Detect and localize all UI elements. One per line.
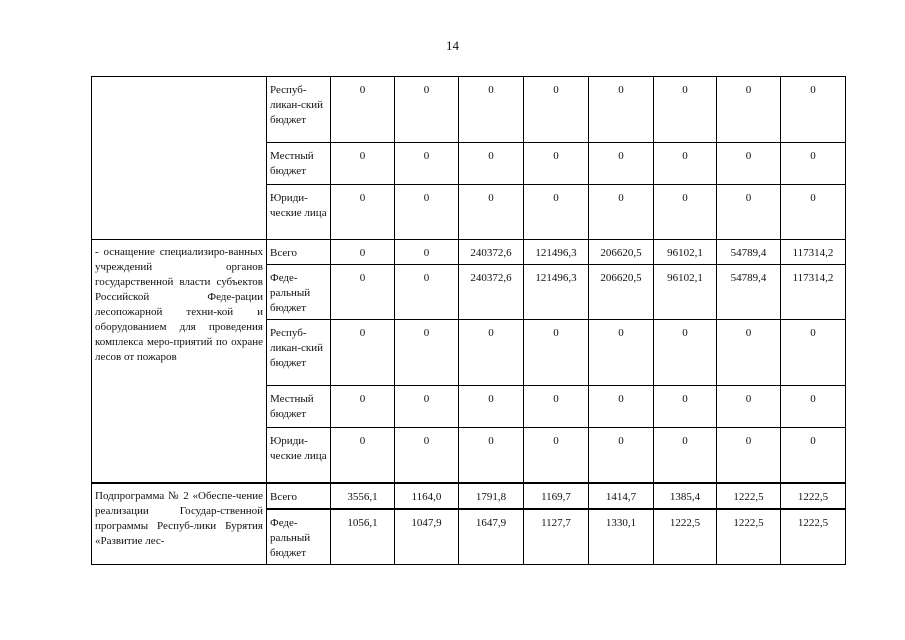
table-row [92, 77, 846, 143]
value-cell: 0 [395, 386, 459, 428]
value-cell: 1127,7 [524, 509, 589, 565]
value-cell: 0 [331, 77, 395, 143]
page-number: 14 [446, 38, 459, 53]
value-cell: 121496,3 [524, 240, 589, 265]
funding-source-cell: Респуб-ликан-ский бюджет [267, 77, 331, 143]
value-cell: 240372,6 [459, 265, 524, 320]
value-cell: 1791,8 [459, 483, 524, 509]
funding-source-cell: Респуб-ликан-ский бюджет [267, 320, 331, 386]
value-cell: 0 [717, 386, 781, 428]
value-cell: 0 [654, 77, 717, 143]
activity-cell [92, 77, 267, 240]
value-cell: 1222,5 [717, 483, 781, 509]
value-cell: 0 [524, 428, 589, 484]
value-cell: 0 [717, 428, 781, 484]
value-cell: 54789,4 [717, 265, 781, 320]
value-cell: 0 [781, 185, 846, 240]
activity-cell: - оснащение специализиро-ванных учреждений органов государственной власти субъектов Российской Феде-рации лесопожарной техни-кой и оборудованием для проведения комплекса меро-приятий по охране лесов от пожаров [92, 240, 267, 484]
value-cell: 240372,6 [459, 240, 524, 265]
value-cell: 0 [589, 320, 654, 386]
value-cell: 0 [524, 185, 589, 240]
value-cell: 0 [395, 185, 459, 240]
funding-source-cell: Местный бюджет [267, 143, 331, 185]
value-cell: 0 [459, 77, 524, 143]
value-cell: 0 [331, 143, 395, 185]
value-cell: 0 [459, 143, 524, 185]
value-cell: 0 [654, 320, 717, 386]
value-cell: 0 [331, 240, 395, 265]
value-cell: 0 [717, 185, 781, 240]
value-cell: 1414,7 [589, 483, 654, 509]
value-cell: 0 [395, 428, 459, 484]
value-cell: 0 [717, 143, 781, 185]
value-cell: 0 [781, 428, 846, 484]
value-cell: 1056,1 [331, 509, 395, 565]
value-cell: 0 [459, 185, 524, 240]
value-cell: 0 [589, 428, 654, 484]
value-cell: 1169,7 [524, 483, 589, 509]
value-cell: 0 [524, 77, 589, 143]
value-cell: 0 [331, 185, 395, 240]
value-cell: 1222,5 [654, 509, 717, 565]
value-cell: 0 [717, 320, 781, 386]
funding-source-cell: Юриди-ческие лица [267, 428, 331, 484]
value-cell: 1222,5 [781, 509, 846, 565]
value-cell: 0 [589, 185, 654, 240]
value-cell: 0 [781, 320, 846, 386]
value-cell: 0 [781, 386, 846, 428]
value-cell: 0 [524, 386, 589, 428]
funding-source-cell: Феде-ральный бюджет [267, 265, 331, 320]
value-cell: 0 [781, 77, 846, 143]
value-cell: 206620,5 [589, 240, 654, 265]
value-cell: 1330,1 [589, 509, 654, 565]
value-cell: 54789,4 [717, 240, 781, 265]
value-cell: 1164,0 [395, 483, 459, 509]
value-cell: 1647,9 [459, 509, 524, 565]
funding-source-cell: Местный бюджет [267, 386, 331, 428]
value-cell: 117314,2 [781, 240, 846, 265]
value-cell: 0 [331, 428, 395, 484]
funding-source-cell: Всего [267, 240, 331, 265]
value-cell: 0 [524, 143, 589, 185]
value-cell: 0 [654, 428, 717, 484]
funding-source-cell: Феде-ральный бюджет [267, 509, 331, 565]
table-row [92, 483, 846, 509]
value-cell: 121496,3 [524, 265, 589, 320]
value-cell: 3556,1 [331, 483, 395, 509]
value-cell: 0 [654, 185, 717, 240]
value-cell: 0 [589, 386, 654, 428]
value-cell: 0 [459, 428, 524, 484]
value-cell: 0 [654, 386, 717, 428]
value-cell: 0 [589, 143, 654, 185]
value-cell: 206620,5 [589, 265, 654, 320]
value-cell: 1385,4 [654, 483, 717, 509]
value-cell: 0 [395, 265, 459, 320]
value-cell: 0 [717, 77, 781, 143]
value-cell: 96102,1 [654, 265, 717, 320]
value-cell: 0 [459, 320, 524, 386]
value-cell: 0 [331, 386, 395, 428]
value-cell: 1222,5 [717, 509, 781, 565]
value-cell: 0 [331, 265, 395, 320]
funding-source-cell: Всего [267, 483, 331, 509]
value-cell: 0 [395, 77, 459, 143]
value-cell: 0 [395, 320, 459, 386]
activity-cell: Подпрограмма № 2 «Обеспе-чение реализации Государ-ственной программы Респуб-лики Бурятия «Развитие лес- [92, 483, 267, 565]
value-cell: 117314,2 [781, 265, 846, 320]
value-cell: 1222,5 [781, 483, 846, 509]
value-cell: 0 [459, 386, 524, 428]
value-cell: 1047,9 [395, 509, 459, 565]
budget-table [91, 76, 846, 565]
value-cell: 96102,1 [654, 240, 717, 265]
funding-source-cell: Юриди-ческие лица [267, 185, 331, 240]
value-cell: 0 [654, 143, 717, 185]
value-cell: 0 [331, 320, 395, 386]
value-cell: 0 [589, 77, 654, 143]
table-body [92, 77, 846, 565]
value-cell: 0 [524, 320, 589, 386]
value-cell: 0 [781, 143, 846, 185]
value-cell: 0 [395, 143, 459, 185]
table-row [92, 240, 846, 265]
value-cell: 0 [395, 240, 459, 265]
